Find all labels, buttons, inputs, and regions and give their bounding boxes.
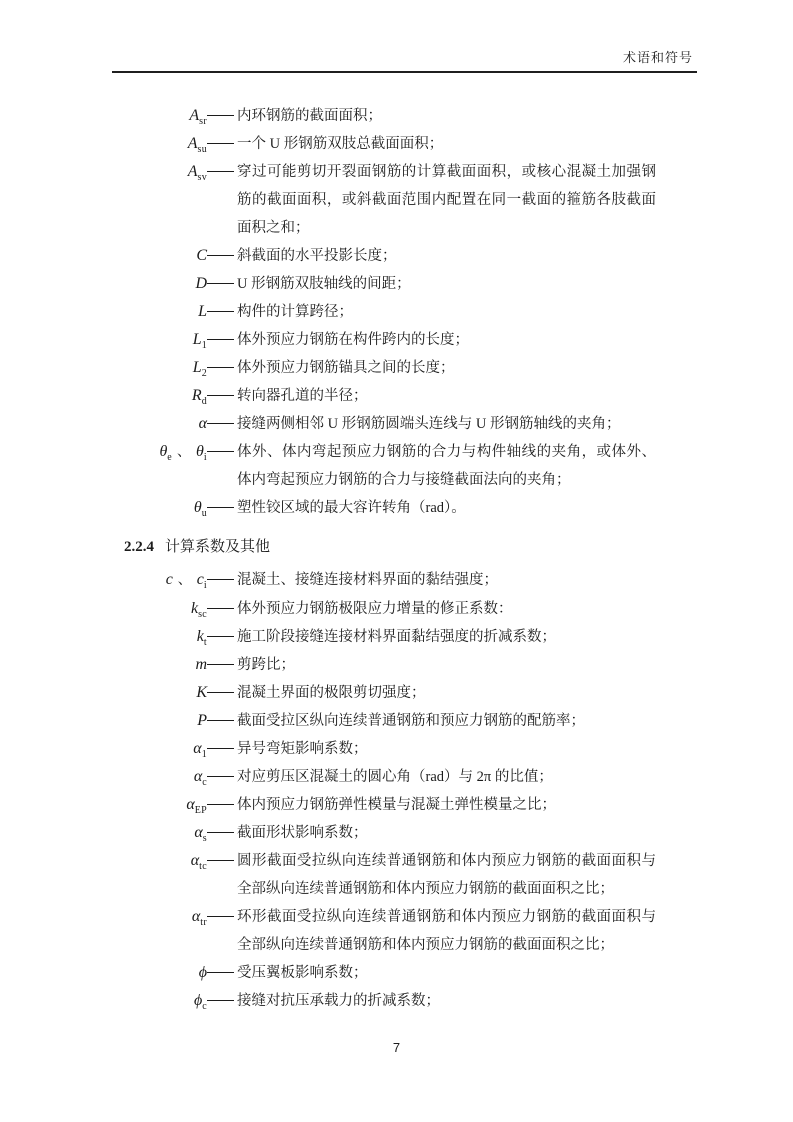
page-number: 7: [392, 1040, 401, 1055]
symbol-definition: 混凝土、接缝连接材料界面的黏结强度；: [237, 572, 498, 588]
symbol-definition: 对应剪压区混凝土的圆心角（rad）与 2π 的比值；: [237, 769, 553, 785]
page-header: [623, 47, 693, 66]
symbol-entry: [96, 270, 656, 298]
symbol-base: P: [197, 712, 207, 729]
symbol-entry: [96, 791, 656, 819]
symbol-entry: [96, 382, 656, 410]
definition-dash: [207, 270, 237, 298]
symbol-definition: 圆形截面受拉纵向连续普通钢筋和体内预应力钢筋的截面面积与全部纵向连续普通钢筋和体内预应力钢筋的截面面积之比；: [237, 853, 656, 897]
symbol-term: [96, 819, 207, 847]
symbol-term: [96, 903, 207, 931]
symbol-definition: 构件的计算跨径；: [237, 304, 353, 320]
symbol-term: [96, 382, 207, 410]
symbol-definition: 受压翼板影响系数；: [237, 965, 368, 981]
symbol-entry: [96, 595, 656, 623]
symbol-base: α: [194, 824, 203, 841]
definition-dash: [207, 354, 237, 382]
symbol-term: [96, 735, 207, 763]
symbol-term: [96, 707, 207, 735]
definition-dash: [207, 130, 237, 158]
symbol-entry: [96, 410, 656, 438]
symbol-subscript: 1: [201, 340, 207, 352]
symbol-definition: 施工阶段接缝连接材料界面黏结强度的折减系数；: [237, 629, 556, 645]
symbol-term: [96, 763, 207, 791]
symbol-term: [96, 987, 207, 1015]
symbol-term: [96, 595, 207, 623]
symbol-subscript: EP: [194, 805, 207, 817]
symbol-base: R: [191, 387, 202, 404]
symbol-entry: [96, 623, 656, 651]
symbol-base: ϕ: [193, 992, 203, 1009]
symbol-base: α: [186, 796, 195, 813]
symbol-definition: 穿过可能剪切开裂面钢筋的计算截面面积，或核心混凝土加强钢筋的截面面积，或斜截面范围内配置在同一截面的箍筋各肢截面面积之和；: [237, 164, 656, 236]
symbol-definition: 体外预应力钢筋锚具之间的长度；: [237, 360, 455, 376]
symbol-list-upper: [96, 102, 656, 522]
symbol-subscript: 2: [201, 368, 207, 380]
symbol-term: [96, 130, 207, 158]
symbol-definition: 异号弯矩影响系数；: [237, 741, 368, 757]
symbol-term: [96, 679, 207, 707]
symbol-term: [96, 566, 207, 595]
symbol-term: [96, 623, 207, 651]
symbol-subscript: sv: [197, 172, 207, 184]
symbol-definition: 截面形状影响系数；: [237, 825, 368, 841]
section-title: 计算系数及其他: [165, 539, 271, 555]
definition-dash: [207, 679, 237, 707]
content-area: [96, 102, 656, 1015]
symbol-definition: 接缝对抗压承载力的折减系数；: [237, 993, 440, 1009]
symbol-base: c: [165, 571, 173, 588]
symbol-base: ϕ: [198, 964, 207, 981]
symbol-subscript: e: [167, 452, 173, 464]
definition-dash: [207, 158, 237, 186]
definition-dash: [207, 438, 237, 466]
symbol-base: C: [196, 247, 207, 264]
symbol-separator: 、: [177, 445, 192, 460]
symbol-subscript: u: [201, 508, 207, 520]
symbol-definition: 混凝土界面的极限剪切强度；: [237, 685, 426, 701]
symbol-definition: 体外、体内弯起预应力钢筋的合力与构件轴线的夹角，或体外、体内弯起预应力钢筋的合力与接缝截面法向的夹角；: [237, 444, 656, 488]
symbol-definition: 转向器孔道的半径；: [237, 388, 368, 404]
definition-dash: [207, 791, 237, 819]
symbol-definition: 体内预应力钢筋弹性模量与混凝土弹性模量之比；: [237, 797, 556, 813]
symbol-entry: [96, 354, 656, 382]
symbol-entry: [96, 102, 656, 130]
definition-dash: [207, 623, 237, 651]
symbol-entry: [96, 298, 656, 326]
symbol-subscript: c: [202, 777, 207, 789]
definition-dash: [207, 326, 237, 354]
symbol-term: [96, 791, 207, 819]
symbol-base: A: [189, 107, 200, 124]
definition-dash: [207, 735, 237, 763]
symbol-term: [96, 102, 207, 130]
symbol-entry: [96, 651, 656, 679]
symbol-entry: [96, 494, 656, 522]
symbol-term: [96, 270, 207, 298]
symbol-base: α: [193, 740, 202, 757]
symbol-subscript: c: [202, 1001, 207, 1013]
symbol-base: k: [190, 600, 199, 617]
definition-dash: [207, 847, 237, 875]
symbol-term: [96, 438, 207, 467]
symbol-definition: 环形截面受拉纵向连续普通钢筋和体内预应力钢筋的截面面积与全部纵向连续普通钢筋和体内预应力钢筋的截面面积之比；: [237, 909, 656, 953]
definition-dash: [207, 903, 237, 931]
symbol-subscript: i: [203, 580, 207, 592]
symbol-term: [96, 158, 207, 186]
symbol-entry: [96, 679, 656, 707]
symbol-base: L: [192, 331, 202, 348]
definition-dash: [207, 819, 237, 847]
definition-dash: [207, 102, 237, 130]
symbol-subscript: tr: [200, 917, 207, 929]
symbol-definition: 剪跨比；: [237, 657, 295, 673]
symbol-term: [96, 298, 207, 326]
symbol-entry: [96, 959, 656, 987]
symbol-base: α: [190, 852, 200, 869]
symbol-entry: [96, 438, 656, 494]
symbol-definition: 截面受拉区纵向连续普通钢筋和预应力钢筋的配筋率；: [237, 713, 585, 729]
symbol-base: L: [198, 303, 207, 320]
symbol-subscript: tc: [199, 861, 207, 873]
symbol-base: A: [187, 163, 198, 180]
symbol-base: θ: [159, 443, 168, 460]
symbol-entry: [96, 903, 656, 959]
definition-dash: [207, 494, 237, 522]
symbol-separator: 、: [177, 573, 192, 588]
symbol-base: α: [191, 908, 201, 925]
symbol-entry: [96, 158, 656, 242]
symbol-entry: [96, 242, 656, 270]
symbol-term: [96, 354, 207, 382]
header-rule: [112, 71, 697, 73]
symbol-definition: 一个 U 形钢筋双肢总截面面积；: [237, 136, 444, 152]
definition-dash: [207, 242, 237, 270]
section-number: 2.2.4: [124, 539, 154, 555]
symbol-base: L: [192, 359, 202, 376]
section-heading: [124, 533, 656, 561]
symbol-term: [96, 651, 207, 679]
definition-dash: [207, 959, 237, 987]
symbol-entry: [96, 566, 656, 595]
symbol-base: θ: [193, 499, 202, 516]
symbol-base: k: [196, 628, 204, 645]
definition-dash: [207, 651, 237, 679]
symbol-subscript: d: [201, 396, 207, 408]
symbol-entry: [96, 326, 656, 354]
symbol-base: θ: [196, 443, 204, 460]
symbol-subscript: 1: [201, 749, 207, 761]
symbol-subscript: i: [203, 452, 207, 464]
symbol-term: [96, 326, 207, 354]
definition-dash: [207, 566, 237, 594]
symbol-entry: [96, 847, 656, 903]
symbol-entry: [96, 819, 656, 847]
symbol-definition: 体外预应力钢筋在构件跨内的长度；: [237, 332, 469, 348]
symbol-term: [96, 242, 207, 270]
symbol-definition: 塑性铰区域的最大容许转角（rad）。: [237, 500, 466, 516]
symbol-subscript: sr: [199, 116, 207, 128]
symbol-subscript: su: [197, 144, 207, 156]
symbol-subscript: s: [202, 833, 207, 845]
definition-dash: [207, 595, 237, 623]
symbol-subscript: sc: [198, 609, 207, 621]
symbol-definition: 体外预应力钢筋极限应力增量的修正系数：: [237, 601, 513, 617]
symbol-base: A: [187, 135, 198, 152]
symbol-entry: [96, 735, 656, 763]
symbol-term: [96, 494, 207, 522]
symbol-base: K: [196, 684, 207, 701]
symbol-definition: 斜截面的水平投影长度；: [237, 248, 397, 264]
symbol-definition: 接缝两侧相邻 U 形钢筋圆端头连线与 U 形钢筋轴线的夹角；: [237, 416, 621, 432]
symbol-term: [96, 410, 207, 438]
symbol-base: D: [195, 275, 207, 292]
symbol-entry: [96, 130, 656, 158]
page-footer: [0, 1040, 793, 1055]
symbol-subscript: t: [203, 637, 207, 649]
definition-dash: [207, 763, 237, 791]
symbol-list-coefficients: [96, 566, 656, 1015]
symbol-base: α: [193, 768, 203, 785]
symbol-base: c: [196, 571, 204, 588]
symbol-entry: [96, 763, 656, 791]
symbol-term: [96, 959, 207, 987]
symbol-entry: [96, 707, 656, 735]
symbol-entry: [96, 987, 656, 1015]
definition-dash: [207, 298, 237, 326]
running-header-title: 术语和符号: [622, 50, 693, 65]
definition-dash: [207, 410, 237, 438]
definition-dash: [207, 707, 237, 735]
symbol-definition: 内环钢筋的截面面积；: [237, 108, 382, 124]
symbol-definition: U 形钢筋双肢轴线的间距；: [237, 276, 411, 292]
symbol-term: [96, 847, 207, 875]
definition-dash: [207, 987, 237, 1015]
symbol-base: α: [198, 415, 207, 432]
symbol-base: m: [195, 656, 207, 673]
definition-dash: [207, 382, 237, 410]
